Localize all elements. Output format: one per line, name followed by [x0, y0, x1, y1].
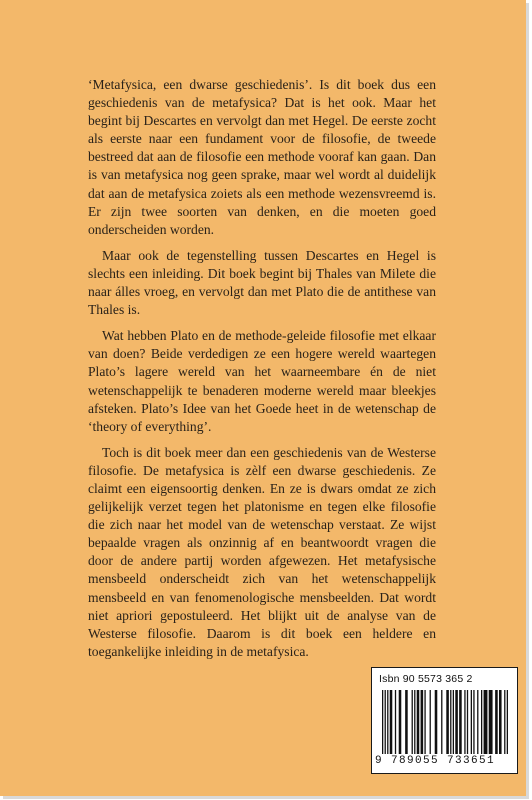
barcode-bar [459, 690, 462, 754]
barcode-bar [417, 690, 420, 754]
barcode-bar [453, 690, 454, 754]
isbn-barcode-box [371, 667, 518, 774]
barcode-bar [435, 690, 438, 754]
barcode-icon [382, 690, 508, 754]
barcode-bar [450, 690, 451, 754]
barcode-bar [399, 690, 402, 754]
barcode-bar [395, 690, 396, 754]
barcode-bar [455, 690, 458, 754]
isbn-label: Isbn 90 5573 365 2 [379, 673, 473, 685]
barcode-bar [481, 690, 482, 754]
barcode-bar [477, 690, 478, 754]
barcode-bar [504, 690, 505, 754]
barcode-digits: 9 789055 733651 [375, 755, 496, 767]
barcode-bar [405, 690, 408, 754]
barcode-bar [412, 690, 413, 754]
barcode-bar [382, 690, 383, 754]
barcode-bar [467, 690, 468, 754]
blurb-paragraph-4: Toch is dit boek meer dan een geschiedenis van de Westerse filosofie. De metafysica is zèlf een dwarse geschiedenis. Ze claimt een eigensoortig denken. En ze is dwars omdat ze zich gelijkelijk verzet tegen het platonisme en tegen elke filosofie die zich naar het model van de wetenschap verstaat. Ze wijst bepaalde vragen als onzinnig af en beantwoordt vragen die door de andere partij worden afgewezen. Het metafysische mensbeeld onderscheidt zich van het wetenschappelijk mensbeeld en van fenomenologische mensbeelden. Dat wordt niet apriori gepostuleerd. Het blijkt uit de analyse van de Westerse filosofie. Daarom is dit boek een heldere en toegankelijke inleiding in de metafysica. [88, 444, 436, 659]
barcode-bar [424, 690, 425, 754]
blurb-paragraph-2: Maar ook de tegenstelling tussen Descartes en Hegel is slechts een inleiding. Dit boek begint bij Thales van Milete die naar álles vroeg, en vervolgt dan met Plato die de antithese van Thales is. [88, 247, 436, 318]
barcode-bar [499, 690, 502, 754]
barcode-bar [385, 690, 386, 754]
barcode-bar [471, 690, 472, 754]
barcode-bar [421, 690, 424, 754]
barcode-bar [446, 690, 449, 754]
barcode-bar [414, 690, 415, 754]
barcode-bar [495, 690, 498, 754]
blurb-paragraph-3: Wat hebben Plato en de methode-geleide filosofie met elkaar van doen? Beide verdedigen ze een hogere wereld waartegen Plato’s lagere wereld van het waarneembare én de niet wetenschappelijk te benaderen moderne wereld maar bleekjes afsteken. Plato’s Idee van het Goede heet in de wetenschap de ‘theory of everything’. [88, 328, 436, 434]
barcode-bar [464, 690, 465, 754]
blurb-paragraph-1: ‘Metafysica, een dwarse geschiedenis’. Is dit boek dus een geschiedenis van de metafysica? Dat is het ook. Maar het begint bij Descartes en vervolgt dan met Hegel. De eerste zocht als eerste naar een fundament voor de filosofie, de tweede bestreed dat aan de filosofie een methode vooraf kan gaan. Dan is van metafysica nog geen sprake, maar wel wordt al duidelijk dat aan de metafysica zoiets als een methode wezensvreemd is. Er zijn twee soorten van denken, en die moeten goed onderscheiden worden. [88, 77, 436, 237]
barcode-bar [473, 690, 474, 754]
barcode-bar [507, 690, 508, 754]
barcode-bar [430, 690, 431, 754]
barcode-bar [390, 690, 393, 754]
blurb-text [88, 76, 436, 669]
barcode-bar [387, 690, 388, 754]
barcode-bar [441, 690, 442, 754]
barcode-bar [489, 690, 493, 754]
barcode-bar [484, 690, 488, 754]
